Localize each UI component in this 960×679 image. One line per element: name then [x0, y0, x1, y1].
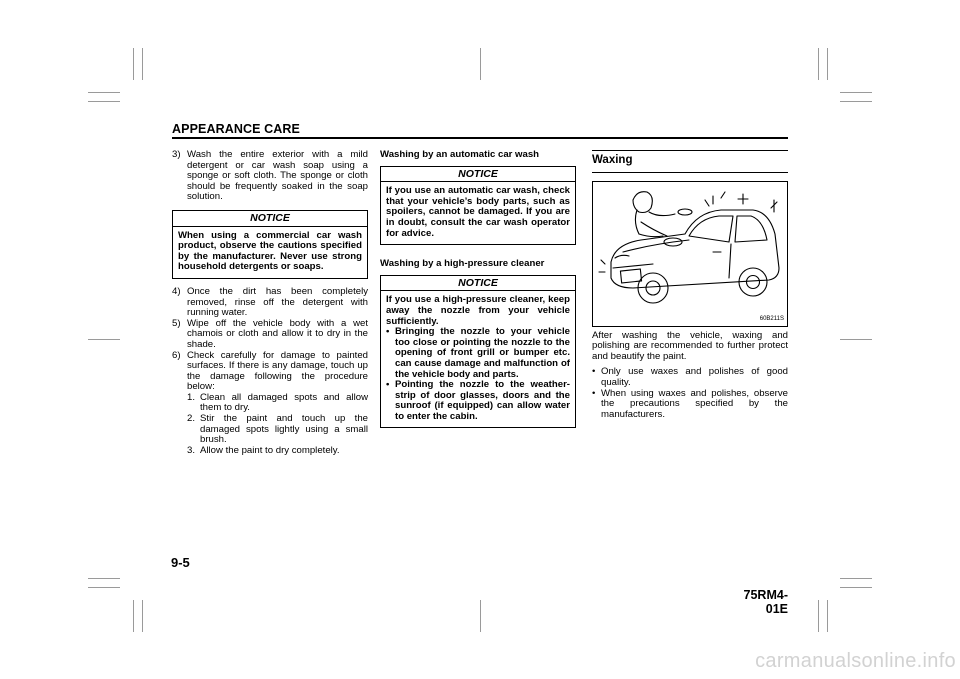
- step-5: [172, 319, 368, 351]
- step-number: 3): [172, 149, 181, 160]
- crop-mark: [142, 48, 143, 80]
- bullet-mark: •: [386, 326, 390, 338]
- crop-mark: [480, 48, 481, 80]
- bullet-text: Only use waxes and polishes of good quality.: [601, 366, 788, 388]
- crop-mark: [840, 101, 872, 102]
- step-3: [172, 150, 368, 203]
- column-left: [172, 150, 368, 456]
- step-number: 5): [172, 317, 181, 329]
- column-middle: [380, 150, 576, 436]
- step-text: Wash the entire exterior with a mild detergent or car wash soap using a sponge or soft cloth. The sponge or cloth should be frequently soaked in the soap solution.: [187, 149, 368, 203]
- crop-mark: [88, 578, 120, 579]
- notice-body: When using a commercial car wash product, observe the cautions specified by the manufacturer. Never use strong household detergents or soaps.: [178, 229, 362, 273]
- substep-text: Clean all damaged spots and allow them to dry.: [200, 391, 368, 414]
- crop-mark: [480, 600, 481, 632]
- notice-body: [381, 291, 575, 427]
- step-number: 4): [172, 285, 181, 297]
- notice-box-high-pressure-cleaner: [380, 275, 576, 429]
- waxing-illustration: [593, 182, 787, 326]
- crop-mark: [142, 600, 143, 632]
- substep-text: Stir the paint and touch up the damaged spots lightly using a small brush.: [200, 413, 368, 446]
- step-4: [172, 287, 368, 319]
- crop-mark: [88, 587, 120, 588]
- bullet-item: [592, 367, 788, 388]
- substep-number: 1.: [187, 391, 196, 403]
- step-text: Wipe off the vehicle body with a wet chamois or cloth and allow it to dry in the shade.: [187, 317, 368, 350]
- bullet-text: Bringing the nozzle to your vehicle too close or pointing the nozzle to the opening of front grill or bumper etc. can cause damage and malfunction of the vehicle body and parts.: [395, 326, 570, 380]
- step-6: [172, 351, 368, 393]
- substep-number: 2.: [187, 413, 196, 425]
- crop-mark: [88, 92, 120, 93]
- notice-intro: If you use a high-pressure cleaner, keep away the nozzle from your vehicle sufficiently.: [386, 294, 570, 327]
- bullet-mark: •: [386, 379, 390, 391]
- crop-mark: [818, 600, 819, 632]
- bullet-text: Pointing the nozzle to the weather-strip of door glasses, doors and the sunroof (if equipped) can allow water to enter the cabin.: [395, 379, 570, 422]
- crop-mark: [133, 48, 134, 80]
- notice-bullet: [386, 327, 570, 380]
- section-heading-waxing: Waxing: [592, 150, 788, 173]
- substep-2: [187, 414, 368, 446]
- substep-number: 3.: [187, 444, 196, 456]
- notice-bullet: [386, 380, 570, 422]
- watermark[interactable]: carmanualsonline.info: [755, 650, 956, 672]
- crop-mark: [840, 92, 872, 93]
- column-right: [592, 150, 788, 420]
- section-title: APPEARANCE CARE: [172, 122, 300, 136]
- step-text: Once the dirt has been completely removed, rinse off the detergent with running water.: [187, 285, 368, 319]
- crop-mark: [840, 339, 872, 340]
- crop-mark: [827, 48, 828, 80]
- substep-1: [187, 393, 368, 414]
- crop-mark: [133, 600, 134, 632]
- subheading-automatic-car-wash: Washing by an automatic car wash: [380, 149, 540, 160]
- subheading-high-pressure-cleaner: Washing by a high-pressure cleaner: [380, 258, 545, 270]
- substep-3: [187, 446, 368, 457]
- crop-mark: [827, 600, 828, 632]
- header-rule: [172, 137, 788, 139]
- bullet-mark: •: [592, 366, 596, 378]
- bullet-item: [592, 389, 788, 421]
- notice-heading: NOTICE: [173, 211, 367, 227]
- paragraph-waxing: After washing the vehicle, waxing and polishing are recommended to further protect and beautify the paint.: [592, 329, 788, 362]
- notice-body: If you use an automatic car wash, check that your vehicle’s body parts, such as spoilers, cannot be damaged. If you are in doubt, consult the car wash operator for advice.: [386, 185, 570, 239]
- crop-mark: [840, 578, 872, 579]
- substep-text: Allow the paint to dry completely.: [200, 444, 340, 456]
- document-code: 75RM4-01E: [743, 588, 788, 616]
- figure-waxing-car: [592, 181, 788, 327]
- notice-heading: NOTICE: [381, 167, 575, 183]
- bullet-text: When using waxes and polishes, observe the precautions specified by the manufacturers.: [601, 387, 788, 420]
- step-number: 6): [172, 349, 181, 361]
- step-text: Check carefully for damage to painted surfaces. If there is any damage, touch up the damage following the procedure below:: [187, 349, 368, 393]
- notice-heading: NOTICE: [381, 276, 575, 292]
- notice-box-automatic-car-wash: [380, 166, 576, 246]
- figure-caption: 60B211S: [759, 316, 784, 322]
- bullet-mark: •: [592, 387, 596, 399]
- page-number: 9-5: [171, 555, 190, 570]
- notice-box-car-wash-product: [172, 210, 368, 279]
- crop-mark: [818, 48, 819, 80]
- crop-mark: [840, 587, 872, 588]
- crop-mark: [88, 339, 120, 340]
- crop-mark: [88, 101, 120, 102]
